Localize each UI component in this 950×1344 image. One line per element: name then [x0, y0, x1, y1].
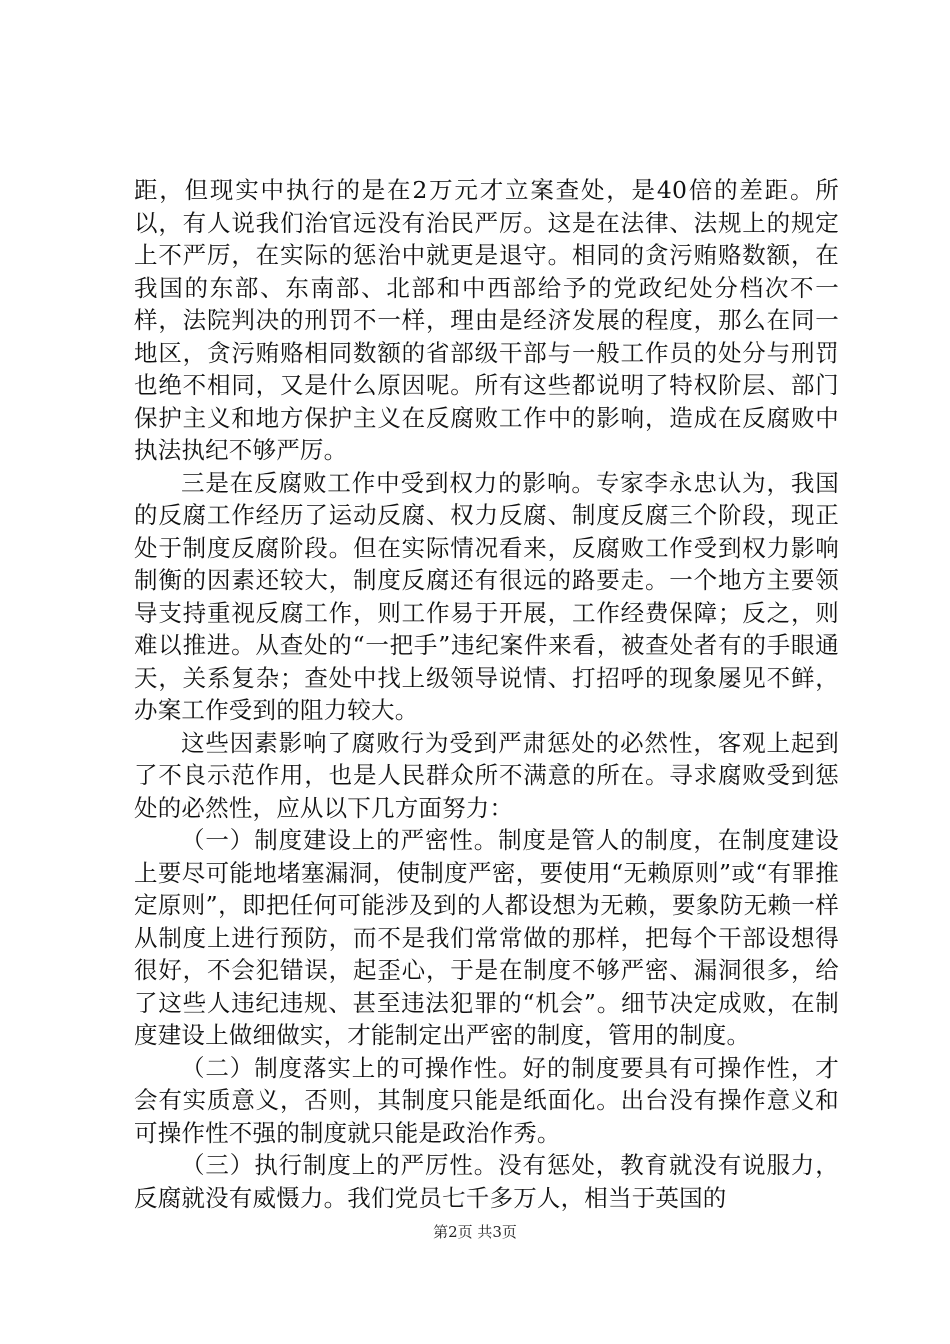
- paragraph-summary: 这些因素影响了腐败行为受到严肃惩处的必然性，客观上起到了不良示范作用，也是人民群众所不满意的所在。寻求腐败受到惩处的必然性，应从以下几方面努力：: [134, 728, 839, 822]
- paragraph-item-three: （三）执行制度上的严厉性。没有惩处，教育就没有说服力，反腐就没有威慑力。我们党员七千多万人，相当于英国的: [134, 1151, 839, 1212]
- paragraph-third-point: 三是在反腐败工作中受到权力的影响。专家李永忠认为，我国的反腐工作经历了运动反腐、权力反腐、制度反腐三个阶段，现正处于制度反腐阶段。但在实际情况看来，反腐败工作受到权力影响制衡的因素还较大，制度反腐还有很远的路要走。一个地方主要领导支持重视反腐工作，则工作易于开展，工作经费保障；反之，则难以推进。从查处的“一把手”违纪案件来看，被查处者有的手眼通天，关系复杂；查处中找上级领导说情、打招呼的现象屡见不鲜，办案工作受到的阻力较大。: [134, 468, 839, 724]
- paragraph-item-one: （一）制度建设上的严密性。制度是管人的制度，在制度建设上要尽可能地堵塞漏洞，使制度严密，要使用“无赖原则”或“有罪推定原则”，即把任何可能涉及到的人都设想为无赖，要象防无赖一样从制度上进行预防，而不是我们常常做的那样，把每个干部设想得很好，不会犯错误，起歪心，于是在制度不够严密、漏洞很多，给了这些人违纪违规、甚至违法犯罪的“机会”。细节决定成败，在制度建设上做细做实，才能制定出严密的制度，管用的制度。: [134, 826, 839, 1049]
- paragraph-item-two: （二）制度落实上的可操作性。好的制度要具有可操作性，才会有实质意义，否则，其制度只能是纸面化。出台没有操作意义和可操作性不强的制度就只能是政治作秀。: [134, 1053, 839, 1147]
- page-footer: 第2页 共3页: [433, 1223, 517, 1241]
- paragraph-continuation: 距，但现实中执行的是在2万元才立案查处，是40倍的差距。所以，有人说我们治官远没有治民严厉。这是在法律、法规上的规定上不严厉，在实际的惩治中就更是退守。相同的贪污贿赂数额，在我国的东部、东南部、北部和中西部给予的党政纪处分档次不一样，法院判决的刑罚不一样，理由是经济发展的程度，那么在同一地区，贪污贿赂相同数额的省部级干部与一般工作员的处分与刑罚也绝不相同，又是什么原因呢。所有这些都说明了特权阶层、部门保护主义和地方保护主义在反腐败工作中的影响，造成在反腐败中执法执纪不够严厉。: [134, 176, 839, 464]
- document-body: [134, 174, 839, 1214]
